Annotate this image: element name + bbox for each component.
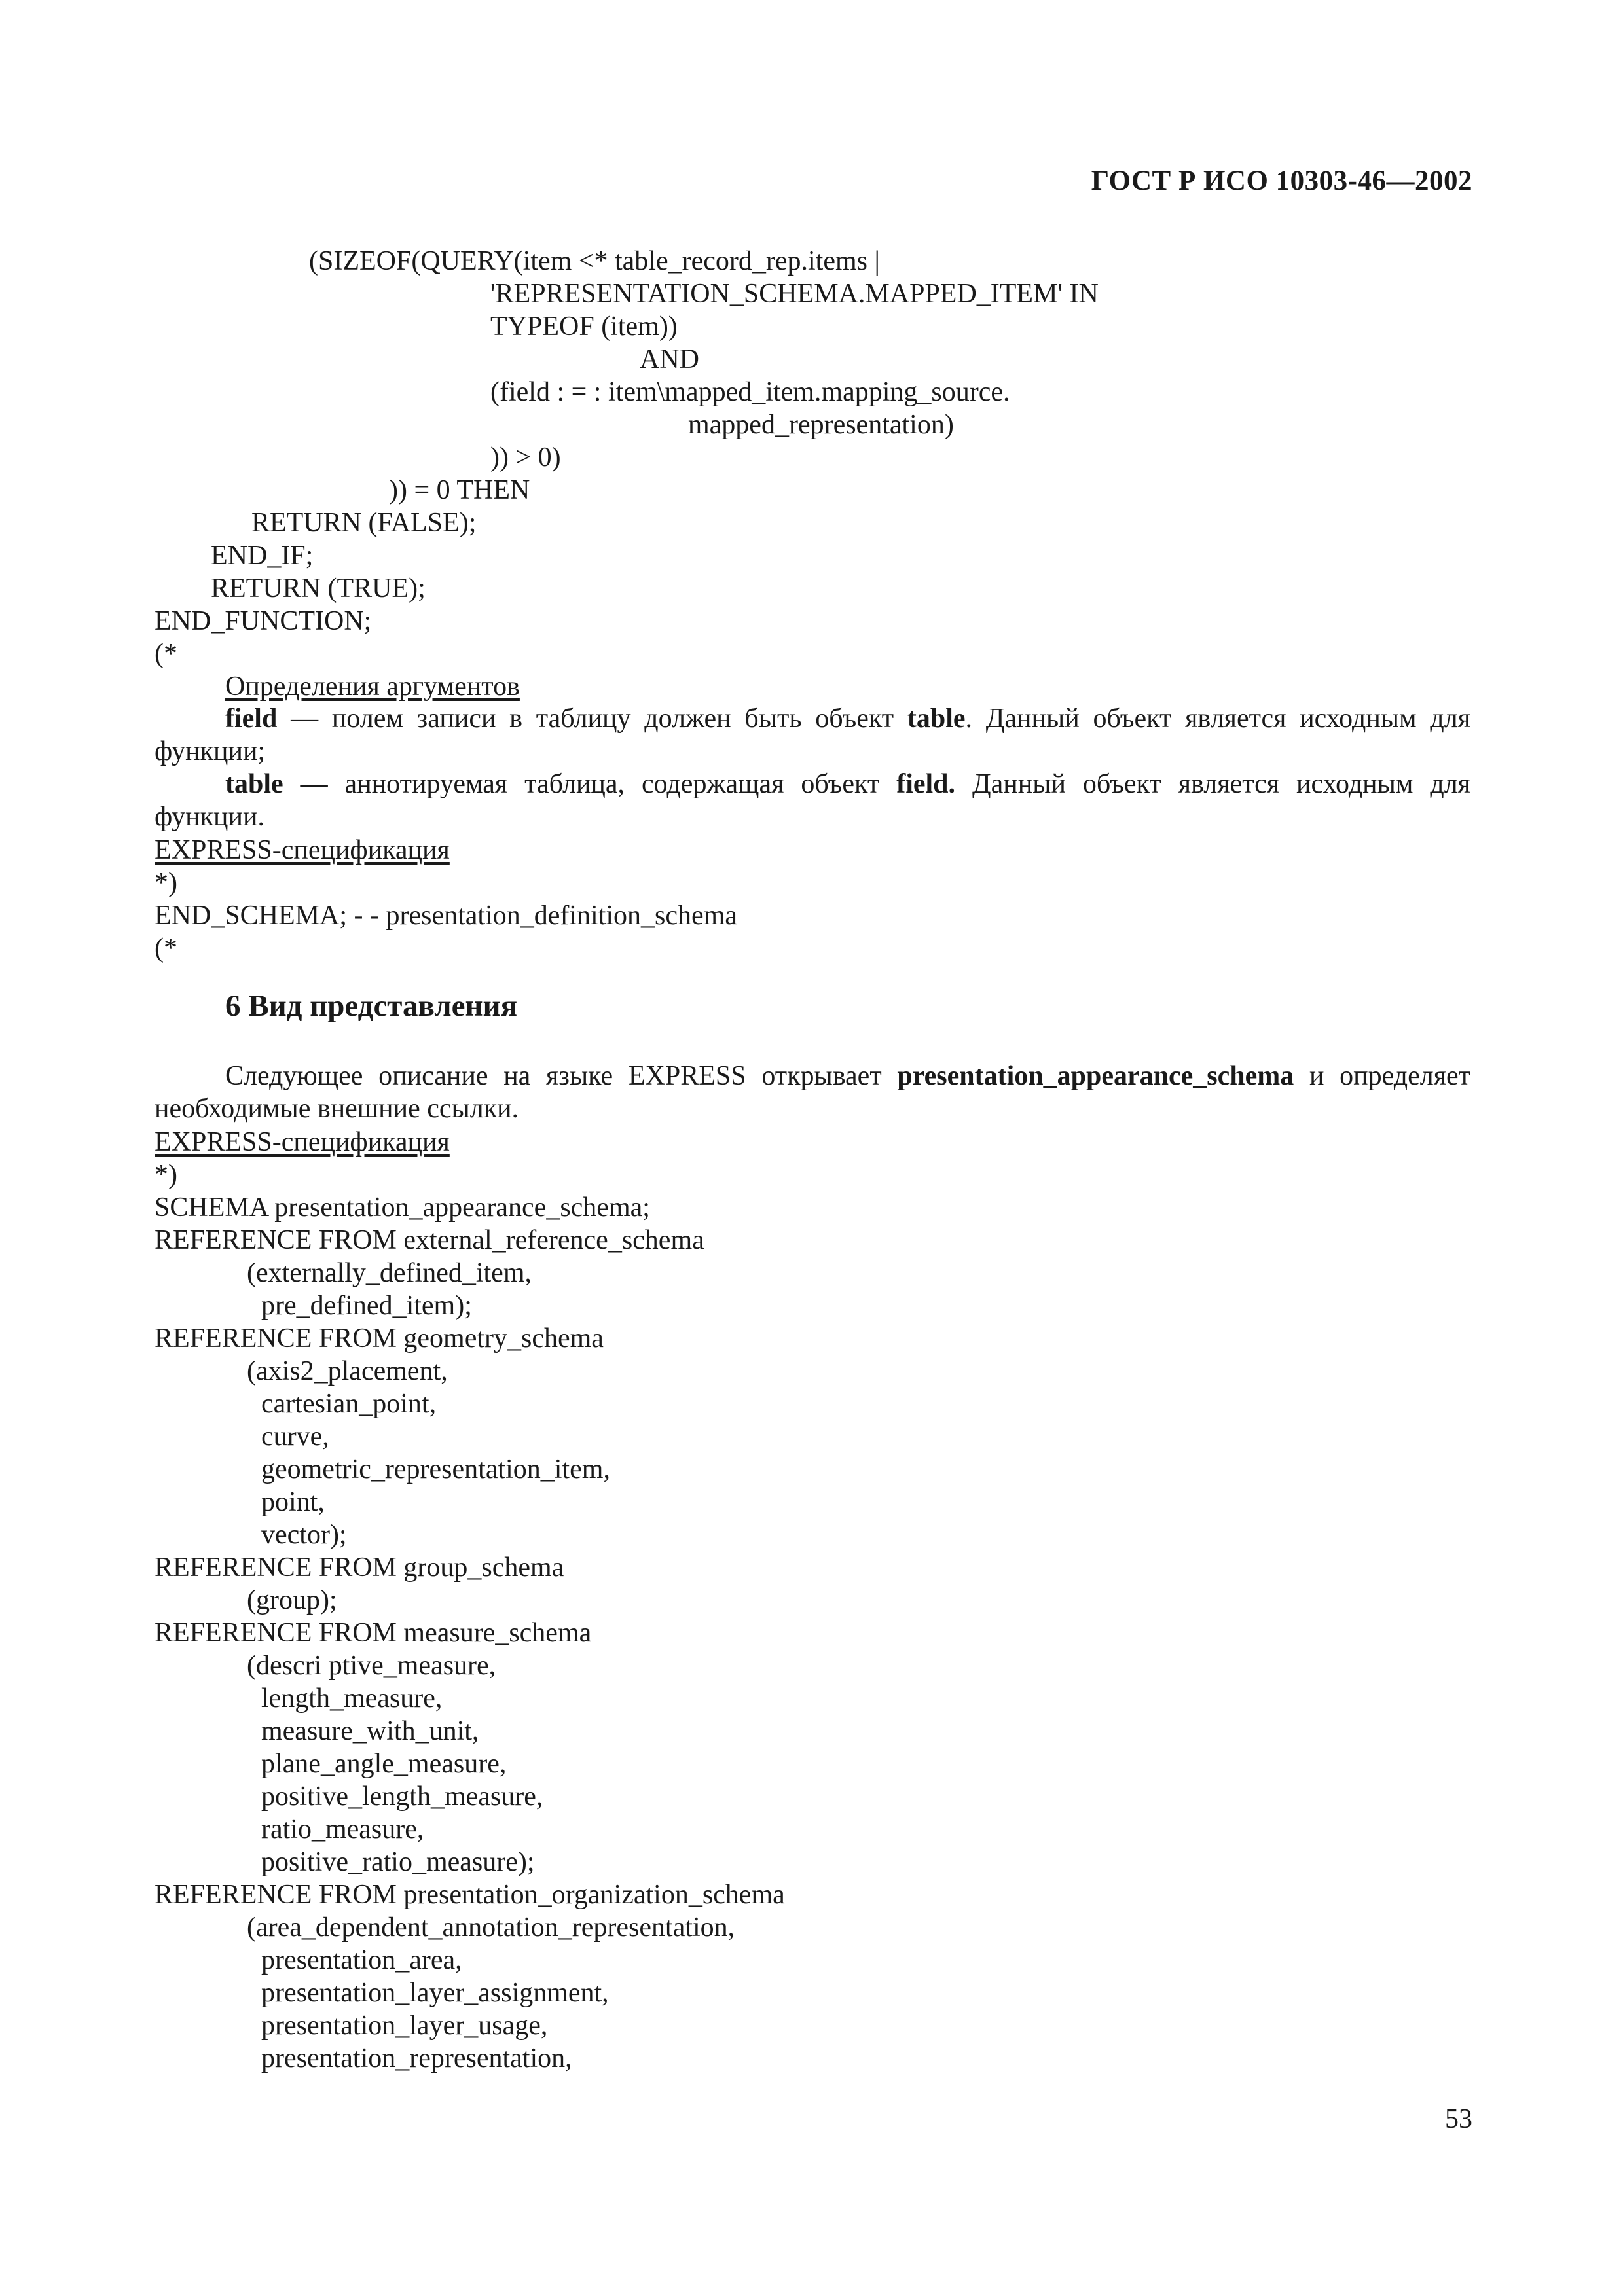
code-line: positive_ratio_measure); (261, 1847, 535, 1877)
code-line: pre_defined_item); (261, 1291, 472, 1321)
code-line: AND (640, 344, 699, 374)
code-line: RETURN (FALSE); (251, 508, 477, 538)
code-line: mapped_representation) (688, 410, 954, 440)
code-line: REFERENCE FROM geometry_schema (155, 1323, 604, 1354)
express-spec-label: EXPRESS-спецификация (155, 835, 450, 865)
code-line: )) > 0) (490, 442, 561, 473)
code-line: (externally_defined_item, (247, 1258, 532, 1288)
code-line: (field : = : item\mapped_item.mapping_source. (490, 377, 1010, 407)
document-header: ГОСТ Р ИСО 10303-46—2002 (1091, 166, 1472, 196)
code-line: length_measure, (261, 1683, 443, 1713)
code-line: REFERENCE FROM presentation_organization_schema (155, 1880, 785, 1910)
code-line: vector); (261, 1520, 347, 1550)
code-line: ratio_measure, (261, 1814, 424, 1844)
code-line: presentation_layer_usage, (261, 2011, 548, 2041)
code-line: (axis2_placement, (247, 1356, 448, 1386)
term-table-ref: table (907, 704, 966, 734)
code-line: *) (155, 1160, 177, 1190)
code-line: (descri ptive_measure, (247, 1651, 496, 1681)
code-line: (* (155, 933, 177, 963)
section-heading: 6 Вид представления (225, 989, 518, 1023)
argument-field-definition (155, 703, 1470, 768)
code-line: (area_dependent_annotation_representation, (247, 1912, 735, 1943)
term-table: table (225, 769, 283, 799)
term-field-ref: field. (896, 769, 956, 799)
definition-text: Данный объект является исходным для функции. (155, 769, 1470, 832)
code-line: *) (155, 868, 177, 898)
intro-text: Следующее описание на языке EXPRESS открывает (225, 1061, 898, 1091)
schema-name: presentation_appearance_schema (897, 1061, 1294, 1091)
code-line: positive_length_measure, (261, 1782, 543, 1812)
code-line: END_SCHEMA; - - presentation_definition_schema (155, 901, 737, 931)
code-line: 'REPRESENTATION_SCHEMA.MAPPED_ITEM' IN (490, 279, 1099, 309)
definition-text: — полем записи в таблицу должен быть объект (277, 704, 907, 734)
code-line: )) = 0 THEN (389, 475, 530, 505)
code-line: curve, (261, 1422, 329, 1452)
code-line: geometric_representation_item, (261, 1454, 610, 1484)
code-line: plane_angle_measure, (261, 1749, 507, 1779)
term-field: field (225, 704, 278, 734)
code-line: measure_with_unit, (261, 1716, 479, 1746)
code-line: cartesian_point, (261, 1389, 437, 1419)
code-line: END_IF; (211, 541, 314, 571)
arguments-heading: Определения аргументов (225, 672, 520, 702)
code-line: RETURN (TRUE); (211, 573, 426, 603)
code-line: presentation_area, (261, 1945, 462, 1975)
code-line: TYPEOF (item)) (490, 312, 678, 342)
page-number: 53 (1445, 2104, 1472, 2134)
code-line: REFERENCE FROM group_schema (155, 1552, 564, 1583)
express-spec-label: EXPRESS-спецификация (155, 1127, 450, 1157)
argument-table-definition (155, 768, 1470, 833)
definition-text: . Данный объект является исходным для функции; (155, 704, 1470, 766)
code-line: REFERENCE FROM measure_schema (155, 1618, 592, 1648)
code-line: presentation_representation, (261, 2043, 572, 2073)
code-line: END_FUNCTION; (155, 606, 372, 636)
intro-text: и определяет необходимые внешние ссылки. (155, 1061, 1471, 1124)
code-line: point, (261, 1487, 325, 1517)
code-line: REFERENCE FROM external_reference_schema (155, 1225, 704, 1255)
definition-text: — аннотируемая таблица, содержащая объект (283, 769, 897, 799)
code-line: presentation_layer_assignment, (261, 1978, 609, 2008)
code-line: (* (155, 639, 177, 669)
code-line: SCHEMA presentation_appearance_schema; (155, 1193, 650, 1223)
section-intro (155, 1060, 1470, 1125)
code-line: (group); (247, 1585, 337, 1615)
code-line: (SIZEOF(QUERY(item <* table_record_rep.items | (309, 246, 880, 276)
